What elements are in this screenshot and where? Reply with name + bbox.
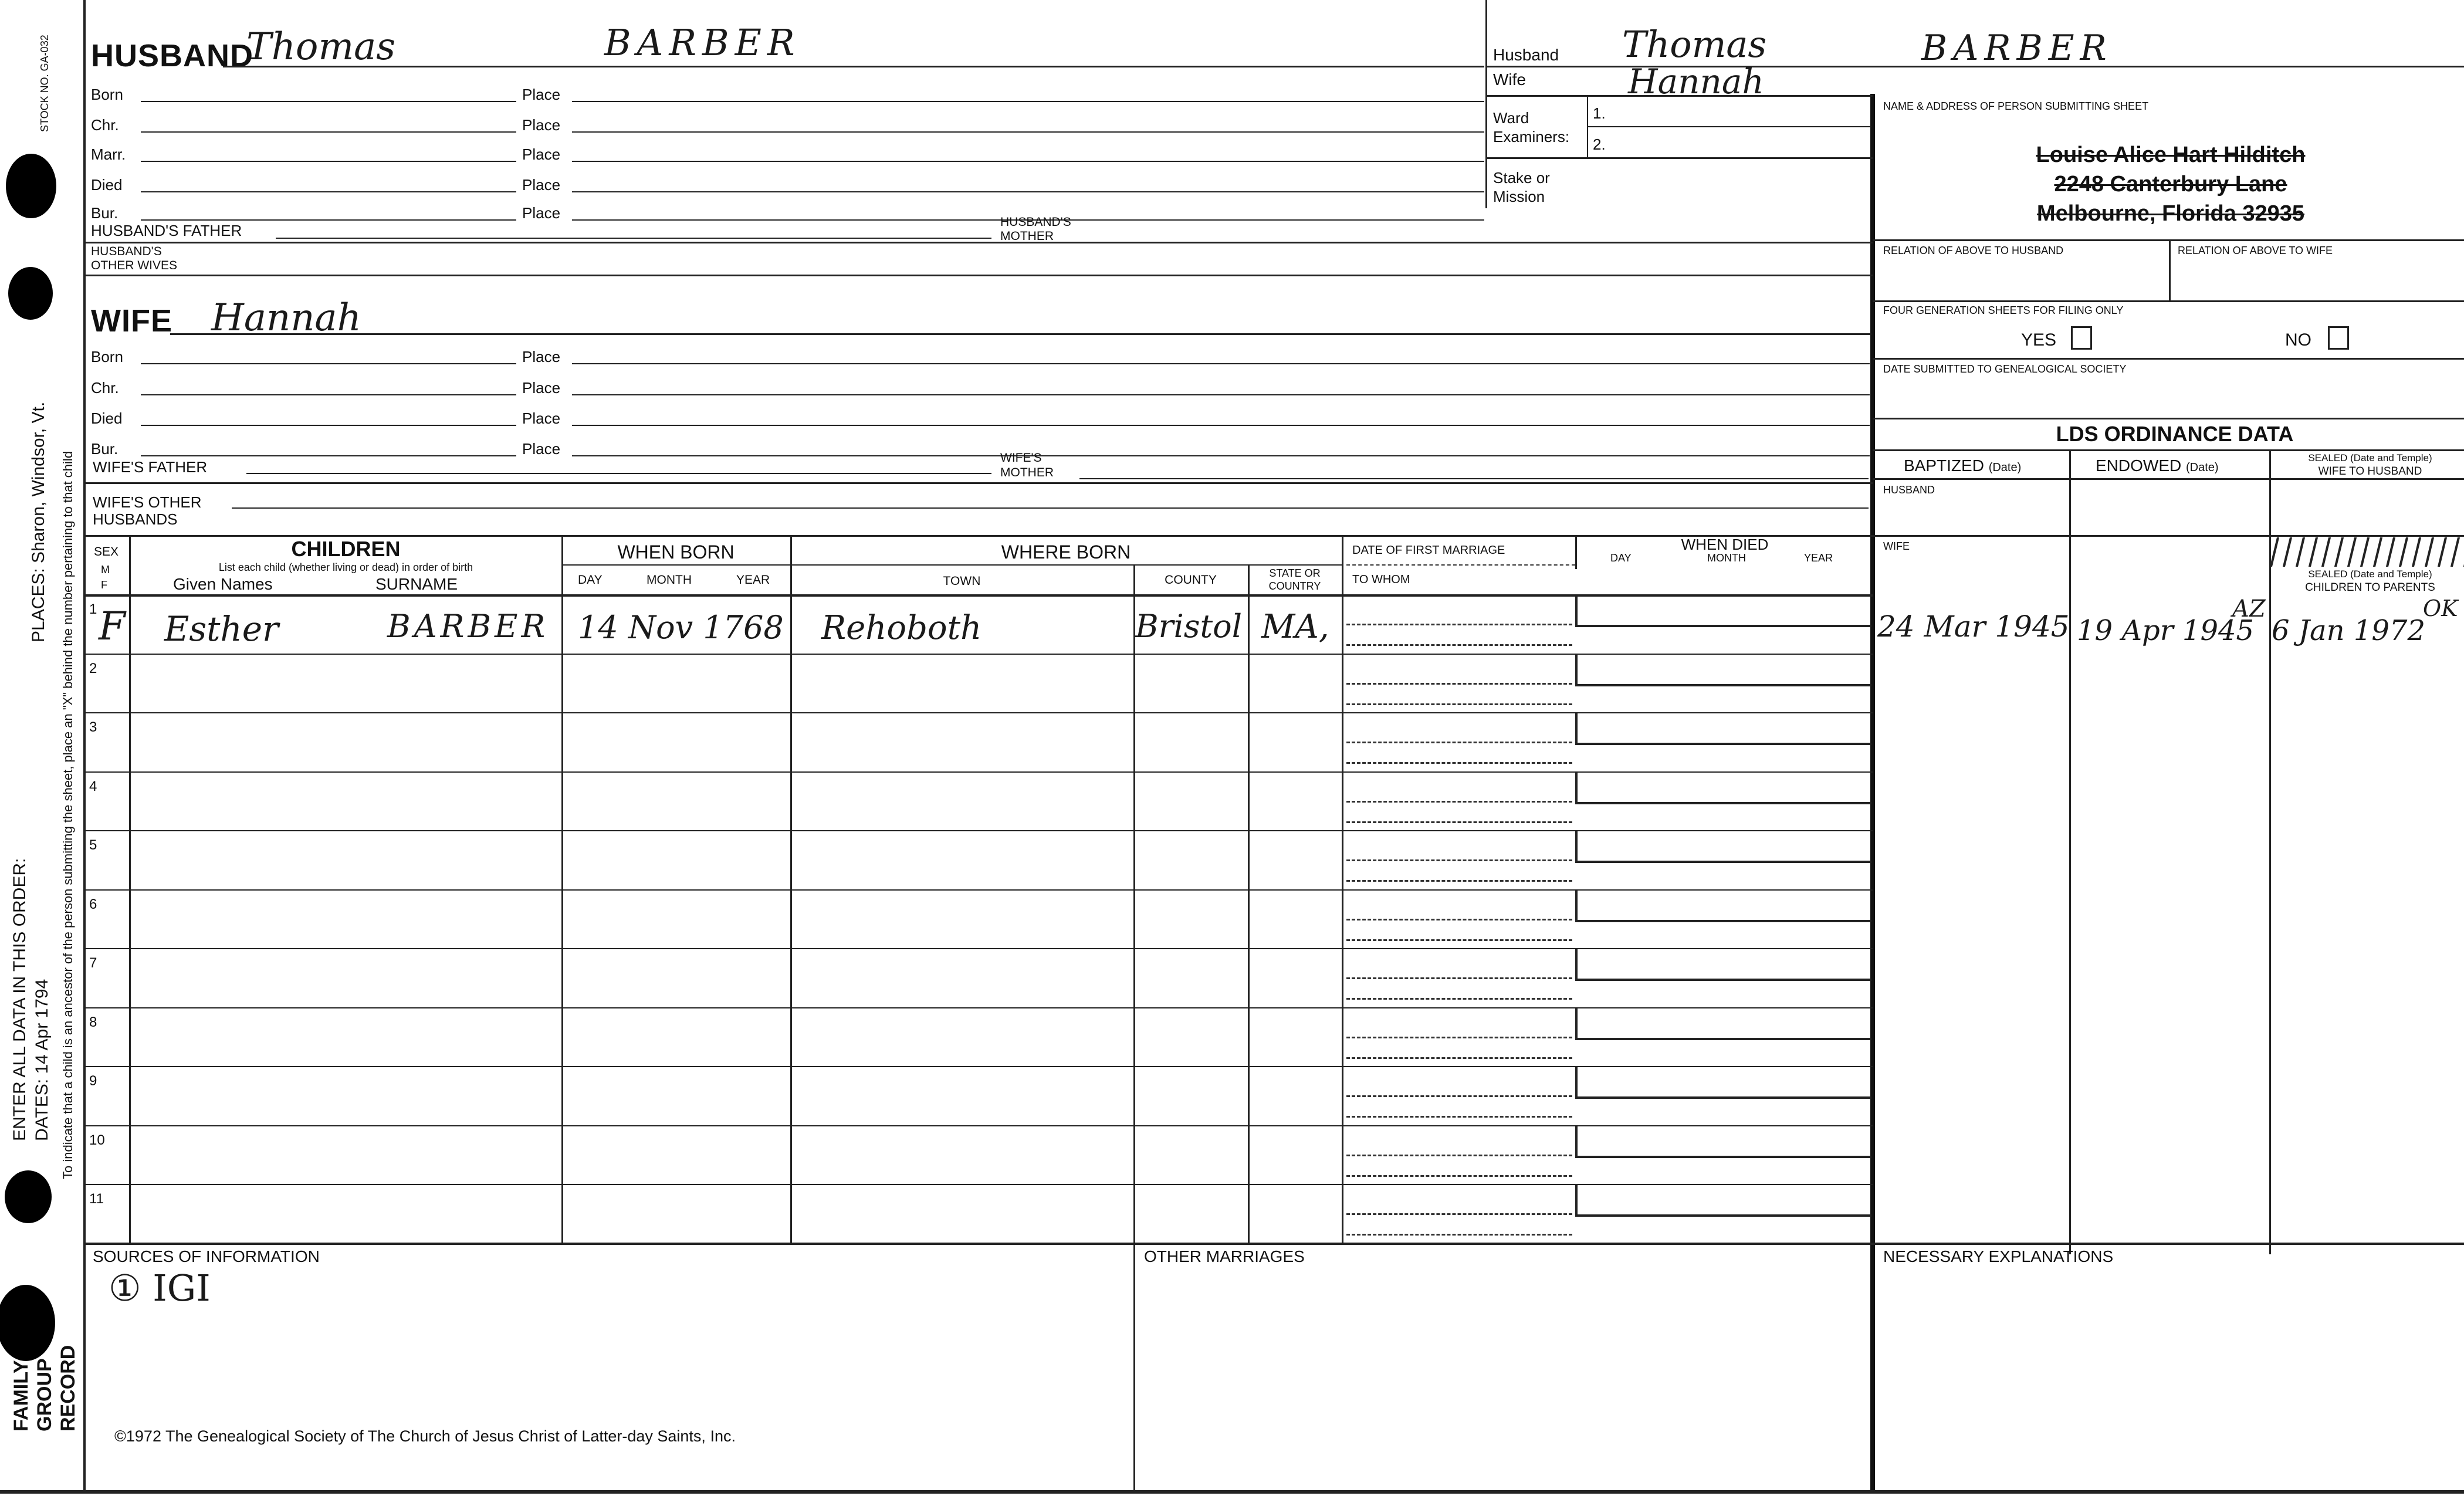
wife-name-line [170, 333, 1871, 335]
punch-hole [8, 267, 53, 320]
wife-row-line[interactable] [141, 455, 516, 456]
month-header: MONTH [647, 573, 692, 587]
husband-heading: HUSBAND [91, 38, 253, 73]
husband-place-line[interactable] [572, 101, 1484, 102]
wife-row-line[interactable] [141, 394, 516, 395]
marriage-dash [1346, 977, 1572, 979]
submitter-city: Melbourne, Florida 32935 [2036, 201, 2305, 226]
divider [561, 564, 1342, 566]
marriage-dash [1346, 919, 1572, 920]
died-line [1575, 625, 1871, 627]
husband-row-line[interactable] [141, 131, 516, 133]
ward-label-1: Ward [1493, 109, 1529, 127]
child-birth-date[interactable]: 14 Nov 1768 [578, 609, 784, 646]
to-whom-header: TO WHOM [1352, 573, 1410, 586]
died-tick [1575, 771, 1578, 803]
divider [1873, 449, 2464, 451]
wife-place-line[interactable] [572, 363, 1870, 364]
endowed-date-note: (Date) [2186, 461, 2219, 474]
child-row-divider [83, 948, 1873, 949]
day-header: DAY [578, 573, 603, 587]
child-sealed[interactable]: 6 Jan 1972 [2272, 614, 2425, 647]
children-header: CHILDREN [291, 537, 401, 561]
to-whom-dash [1346, 939, 1572, 941]
husband-place-label: Place [522, 145, 561, 163]
child-row-divider [83, 712, 1873, 713]
husband-given-name[interactable]: Thomas [246, 25, 396, 69]
husband-place-line[interactable] [572, 131, 1484, 133]
child-number: 11 [89, 1191, 104, 1207]
died-tick [1575, 830, 1578, 862]
died-year: YEAR [1804, 552, 1833, 564]
wife-mother-label-2: MOTHER [1000, 466, 1054, 479]
child-birth-county[interactable]: Bristol [1135, 608, 1242, 645]
to-whom-dash [1346, 703, 1572, 705]
husband-row-label: Died [91, 176, 123, 194]
four-gen-no: NO [2285, 330, 2311, 350]
child-number: 6 [89, 896, 97, 912]
copyright: ©1972 The Genealogical Society of The Church of Jesus Christ of Latter-day Saints, Inc. [114, 1427, 736, 1445]
four-gen-yes: YES [2021, 330, 2057, 350]
divider [1873, 418, 2464, 419]
divider [1873, 358, 2464, 360]
lds-title: LDS ORDINANCE DATA [2056, 422, 2294, 446]
date-submitted-label: DATE SUBMITTED TO GENEALOGICAL SOCIETY [1883, 363, 2127, 375]
marriage-dash [1346, 683, 1572, 685]
husband-father-line [276, 238, 991, 239]
divider [1873, 239, 2464, 241]
lds-col-divider [2269, 449, 2271, 1254]
sources-value[interactable]: ① IGI [109, 1267, 211, 1309]
when-born-header: WHEN BORN [617, 541, 735, 563]
col-divider [1248, 564, 1250, 1244]
col-divider [1575, 535, 1577, 569]
state-header-1: STATE OR [1269, 567, 1321, 579]
marriage-dash [1346, 801, 1572, 803]
ancestor-instruction: To indicate that a child is an ancestor of the person submitting the sheet, place an "X" behind the number pertaining to that child [60, 451, 75, 1179]
county-header: COUNTY [1165, 573, 1217, 587]
fgr-line: GROUP [33, 1358, 56, 1431]
died-tick [1575, 1125, 1578, 1157]
husband-row-line[interactable] [141, 191, 516, 192]
sources-label: SOURCES OF INFORMATION [93, 1247, 320, 1265]
to-whom-dash [1346, 821, 1572, 823]
ward-label-2: Examiners: [1493, 128, 1570, 145]
husband-place-label: Place [522, 204, 561, 222]
divider [1873, 478, 2464, 480]
wife-row-label: Born [91, 348, 123, 365]
ward-husband-value[interactable]: Thomas [1622, 23, 1767, 66]
state-header-2: COUNTRY [1268, 580, 1321, 592]
died-day: DAY [1610, 552, 1632, 564]
family-group-record [9, 1345, 80, 1431]
died-line [1575, 979, 1871, 981]
died-tick [1575, 594, 1578, 626]
bottom-border [0, 1490, 2464, 1494]
died-line [1575, 920, 1871, 922]
child-row-divider [83, 830, 1873, 831]
ward-husband-label: Husband [1493, 46, 1559, 64]
fgr-line: RECORD [57, 1345, 79, 1431]
baptized-label: BAPTIZED [1904, 456, 1984, 475]
husband-place-line[interactable] [572, 191, 1484, 192]
died-tick [1575, 1184, 1578, 1216]
to-whom-dash [1346, 644, 1572, 646]
child-number: 5 [89, 837, 97, 853]
died-tick [1575, 712, 1578, 744]
husband-place-label: Place [522, 176, 561, 194]
other-wives-label-1: HUSBAND'S [91, 245, 162, 258]
other-husbands-line [232, 507, 1869, 509]
hatch-pattern [2269, 535, 2464, 569]
died-tick [1575, 948, 1578, 980]
wife-place-line[interactable] [572, 455, 1870, 456]
husband-row-label: Chr. [91, 116, 119, 134]
child-sealed-temple[interactable]: OK [2423, 595, 2458, 621]
to-whom-dash [1346, 1234, 1572, 1236]
wife-mother-label-1: WIFE'S [1000, 451, 1042, 465]
child-baptized[interactable]: 24 Mar 1945 [1877, 610, 2070, 644]
to-whom-dash [1346, 1116, 1572, 1118]
child-number: 2 [89, 660, 97, 676]
right-section-divider [1870, 94, 1875, 1490]
died-month: MONTH [1707, 552, 1746, 564]
wife-place-label: Place [522, 348, 561, 365]
submitter-street: 2248 Canterbury Lane [2054, 172, 2287, 197]
child-number: 1 [89, 601, 97, 617]
wife-row-label: Chr. [91, 379, 119, 397]
child-number: 8 [89, 1014, 97, 1030]
to-whom-dash [1346, 880, 1572, 882]
divider [83, 482, 1873, 484]
wife-row-line[interactable] [141, 425, 516, 426]
where-born-header: WHERE BORN [1001, 541, 1131, 563]
child-row-divider [83, 1007, 1873, 1008]
marriage-dash [1346, 859, 1572, 861]
wife-place-line[interactable] [572, 425, 1870, 426]
died-tick [1575, 654, 1578, 685]
given-names-header: Given Names [173, 575, 273, 593]
examiner-1: 1. [1593, 104, 1606, 122]
fgr-line: FAMILY [10, 1360, 32, 1431]
wife-given-name[interactable]: Hannah [211, 296, 361, 340]
punch-hole [5, 1170, 52, 1223]
examiner-2: 2. [1593, 136, 1606, 153]
husband-row-line[interactable] [141, 161, 516, 162]
when-died-header: WHEN DIED [1681, 536, 1769, 553]
wife-father-label: WIFE'S FATHER [93, 458, 208, 476]
husband-surname[interactable]: BARBER [604, 21, 801, 64]
sealed-wife-label-1: SEALED (Date and Temple) [2308, 452, 2432, 463]
divider [83, 275, 1873, 276]
to-whom-dash [1346, 762, 1572, 764]
left-border [83, 0, 86, 1490]
marriage-dash [1346, 1213, 1572, 1215]
places-line: PLACES: Sharon, Windsor, Vt. [29, 401, 48, 642]
submitter-label: NAME & ADDRESS OF PERSON SUBMITTING SHEET [1883, 100, 2149, 112]
died-line [1575, 1156, 1871, 1158]
other-wives-label-2: OTHER WIVES [91, 259, 178, 272]
relation-wife-label: RELATION OF ABOVE TO WIFE [2178, 245, 2333, 256]
child-surname[interactable]: BARBER [387, 608, 549, 645]
punch-hole [6, 154, 56, 218]
sealed-children-label-1: SEALED (Date and Temple) [2308, 568, 2432, 580]
child-number: 7 [89, 955, 97, 971]
husband-place-line[interactable] [572, 161, 1484, 162]
sealed-wife-label-2: WIFE TO HUSBAND [2318, 465, 2422, 478]
died-line [1575, 802, 1871, 804]
lds-wife-row: WIFE [1883, 540, 1910, 552]
ward-box-left [1485, 0, 1487, 208]
surname-header: SURNAME [375, 575, 458, 593]
wife-father-line [246, 473, 991, 474]
marriage-dash [1346, 742, 1572, 743]
top-right-surname[interactable]: BARBER [1921, 28, 2113, 69]
lds-endowed [2096, 458, 2219, 474]
divider [1587, 126, 1871, 127]
child-birth-town[interactable]: Rehoboth [821, 609, 982, 647]
wife-place-label: Place [522, 409, 561, 427]
husband-row-line[interactable] [141, 101, 516, 102]
town-header: TOWN [943, 574, 981, 588]
marriage-dash [1346, 1037, 1572, 1038]
child-number: 3 [89, 719, 97, 735]
to-whom-dash [1346, 1175, 1572, 1177]
died-tick [1575, 889, 1578, 921]
dash-line [1346, 564, 1575, 566]
lds-husband-row: HUSBAND [1883, 484, 1935, 496]
wife-row-label: Bur. [91, 440, 119, 458]
child-endowed-temple[interactable]: AZ [2232, 595, 2266, 622]
husband-row-label: Born [91, 86, 123, 103]
other-husbands-label-1: WIFE'S OTHER [93, 493, 202, 511]
child-row-divider [83, 1184, 1873, 1185]
marriage-dash [1346, 1155, 1572, 1156]
baptized-date-note: (Date) [1988, 461, 2022, 474]
wife-place-line[interactable] [572, 394, 1870, 395]
ward-wife-label: Wife [1493, 70, 1526, 89]
husband-place-label: Place [522, 86, 561, 103]
child-birth-state[interactable]: MA, [1261, 608, 1329, 646]
died-line [1575, 743, 1871, 745]
died-line [1575, 1038, 1871, 1040]
lds-baptized [1904, 458, 2021, 474]
child-number: 10 [89, 1132, 105, 1148]
wife-mother-line [1079, 478, 1869, 479]
husband-row-line[interactable] [141, 219, 516, 221]
died-line [1575, 1096, 1871, 1099]
divider [1485, 95, 1873, 97]
husband-name-line [223, 66, 1484, 67]
child-endowed[interactable]: 19 Apr 1945 [2077, 614, 2255, 647]
divider [1485, 157, 1873, 159]
endowed-label: ENDOWED [2096, 456, 2182, 475]
child-number: 9 [89, 1073, 97, 1089]
died-tick [1575, 1007, 1578, 1039]
stock-number: STOCK NO. GA-032 [39, 35, 50, 132]
died-line [1575, 1214, 1871, 1217]
children-header-bottom [83, 594, 1873, 597]
yes-checkbox[interactable] [2071, 326, 2092, 350]
died-tick [1575, 1066, 1578, 1098]
child-sex[interactable]: F [99, 604, 126, 649]
husband-mother-label-2: MOTHER [1000, 229, 1054, 243]
children-instruction: List each child (whether living or dead) in order of birth [218, 561, 473, 573]
col-divider [1133, 564, 1135, 1244]
wife-place-label: Place [522, 379, 561, 397]
relation-divider [2169, 239, 2171, 301]
dates-line: DATES: 14 Apr 1794 [32, 979, 52, 1141]
year-header: YEAR [736, 573, 770, 587]
husband-row-label: Bur. [91, 204, 119, 222]
explanations-label: NECESSARY EXPLANATIONS [1883, 1247, 2114, 1265]
ward-wife-value[interactable]: Hannah [1628, 62, 1764, 101]
four-gen-label: FOUR GENERATION SHEETS FOR FILING ONLY [1883, 304, 2124, 316]
wife-row-line[interactable] [141, 363, 516, 364]
marriage-dash [1346, 1095, 1572, 1097]
sealed-children-label-2: CHILDREN TO PARENTS [2305, 581, 2435, 594]
child-number: 4 [89, 778, 97, 794]
wife-place-label: Place [522, 440, 561, 458]
other-marriages-label: OTHER MARRIAGES [1144, 1247, 1305, 1265]
stake-label-1: Stake or [1493, 169, 1550, 187]
sex-f: F [101, 579, 107, 591]
wife-heading: WIFE [91, 303, 172, 339]
bottom-col-divider [1133, 1243, 1135, 1490]
first-marriage-header: DATE OF FIRST MARRIAGE [1352, 544, 1505, 557]
stake-label-2: Mission [1493, 188, 1545, 205]
child-row-divider [83, 771, 1873, 773]
husband-row-label: Marr. [91, 145, 126, 163]
husband-place-label: Place [522, 116, 561, 134]
lds-col-divider [2069, 449, 2071, 1254]
to-whom-dash [1346, 998, 1572, 1000]
other-husbands-label-2: HUSBANDS [93, 510, 178, 528]
husband-mother-label-1: HUSBAND'S [1000, 215, 1071, 229]
no-checkbox[interactable] [2328, 326, 2349, 350]
to-whom-dash [1346, 1057, 1572, 1059]
sex-header: SEX [94, 545, 119, 559]
marriage-dash [1346, 624, 1572, 625]
child-row-divider [83, 889, 1873, 891]
sex-m: M [101, 564, 110, 576]
enter-all-data: ENTER ALL DATA IN THIS ORDER: [10, 858, 29, 1141]
relation-husband-label: RELATION OF ABOVE TO HUSBAND [1883, 245, 2064, 256]
husband-father-label: HUSBAND'S FATHER [91, 222, 242, 239]
child-given-name[interactable]: Esther [164, 609, 279, 649]
submitter-name: Louise Alice Hart Hilditch [2036, 143, 2306, 167]
child-row-divider [83, 1125, 1873, 1126]
wife-row-label: Died [91, 409, 123, 427]
child-row-divider [83, 1066, 1873, 1067]
child-row-divider [83, 654, 1873, 655]
died-line [1575, 861, 1871, 863]
children-table-bottom [83, 1243, 2464, 1245]
divider [1873, 300, 2464, 302]
divider [83, 242, 1873, 243]
died-line [1575, 684, 1871, 686]
